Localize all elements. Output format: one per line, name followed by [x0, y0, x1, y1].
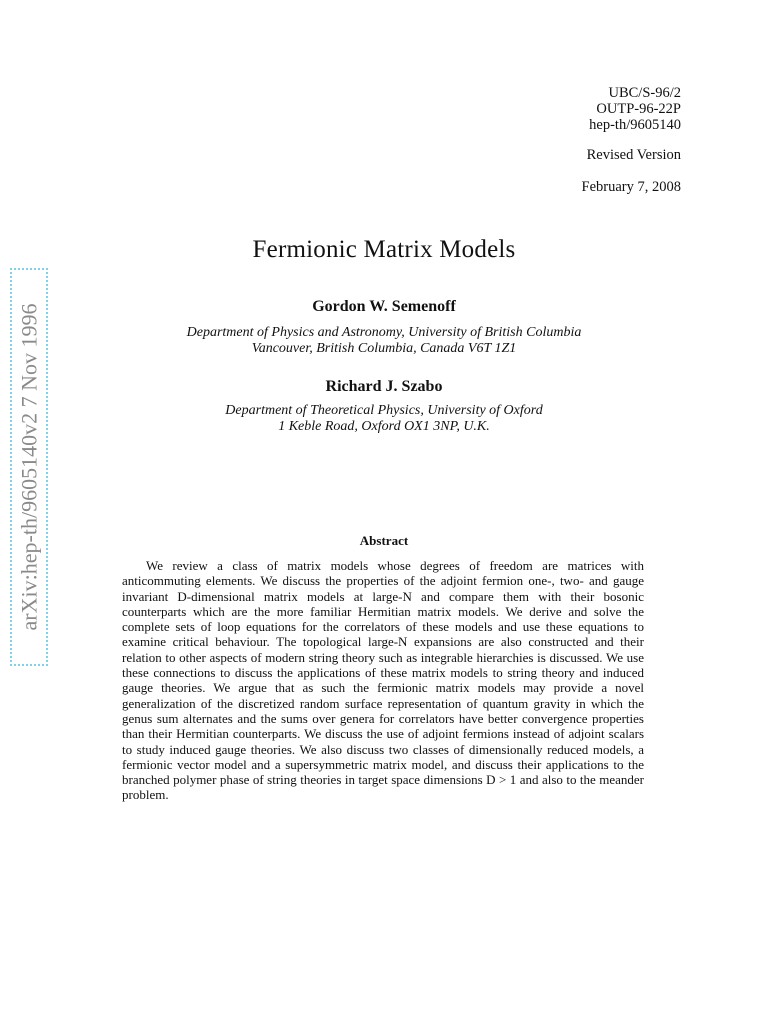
preprint-number: UBC/S-96/2	[608, 85, 681, 101]
abstract-heading: Abstract	[359, 533, 409, 548]
author-affiliation	[0, 325, 768, 357]
arxiv-stamp	[10, 268, 48, 666]
affiliation-line: 1 Keble Road, Oxford OX1 3NP, U.K.	[278, 419, 490, 434]
affiliation-line: Department of Physics and Astronomy, University of British Columbia	[186, 325, 582, 340]
preprint-numbers	[589, 85, 681, 133]
author-name: Gordon W. Semenoff	[312, 298, 456, 315]
version-label: Revised Version	[586, 147, 681, 163]
paper-date: February 7, 2008	[581, 179, 681, 195]
arxiv-stamp-text: arXiv:hep-th/9605140v2 7 Nov 1996	[16, 303, 41, 631]
preprint-number: OUTP-96-22P	[596, 101, 681, 117]
abstract-body: We review a class of matrix models whose degrees of freedom are matrices with anticommuting elements. We discuss the properties of the adjoint fermion one-, two- and gauge invariant D-dimensional matrix models at large-N and compare them with their bosonic counterparts which are the more familiar Hermitian matrix models. We derive and solve the complete sets of loop equations for the correlators of these models and use these equations to examine critical behaviour. The topological large-N expansions are also constructed and their relation to other aspects of modern string theory such as integrable hierarchies is discussed. We use these connections to discuss the applications of these matrix models to string theory and induced gauge theories. We argue that as such the fermionic matrix models may provide a novel generalization of the discretized random surface representation of quantum gravity in which the genus sum alternates and the sums over genera for correlators have better convergence properties than their Hermitian counterparts. We discuss the use of adjoint fermions instead of adjoint scalars to study induced gauge theories. We also discuss two classes of dimensionally reduced models, a fermionic vector model and a supersymmetric matrix model, and discuss their applications to the branched polymer phase of string theories in target space dimensions D > 1 and also to the meander problem.	[122, 558, 644, 803]
affiliation-line: Department of Theoretical Physics, University of Oxford	[225, 403, 543, 418]
affiliation-line: Vancouver, British Columbia, Canada V6T 1Z1	[251, 341, 517, 356]
preprint-number: hep-th/9605140	[589, 117, 681, 133]
author-affiliation	[0, 403, 768, 435]
author-name: Richard J. Szabo	[325, 378, 443, 395]
paper-title: Fermionic Matrix Models	[252, 236, 516, 263]
